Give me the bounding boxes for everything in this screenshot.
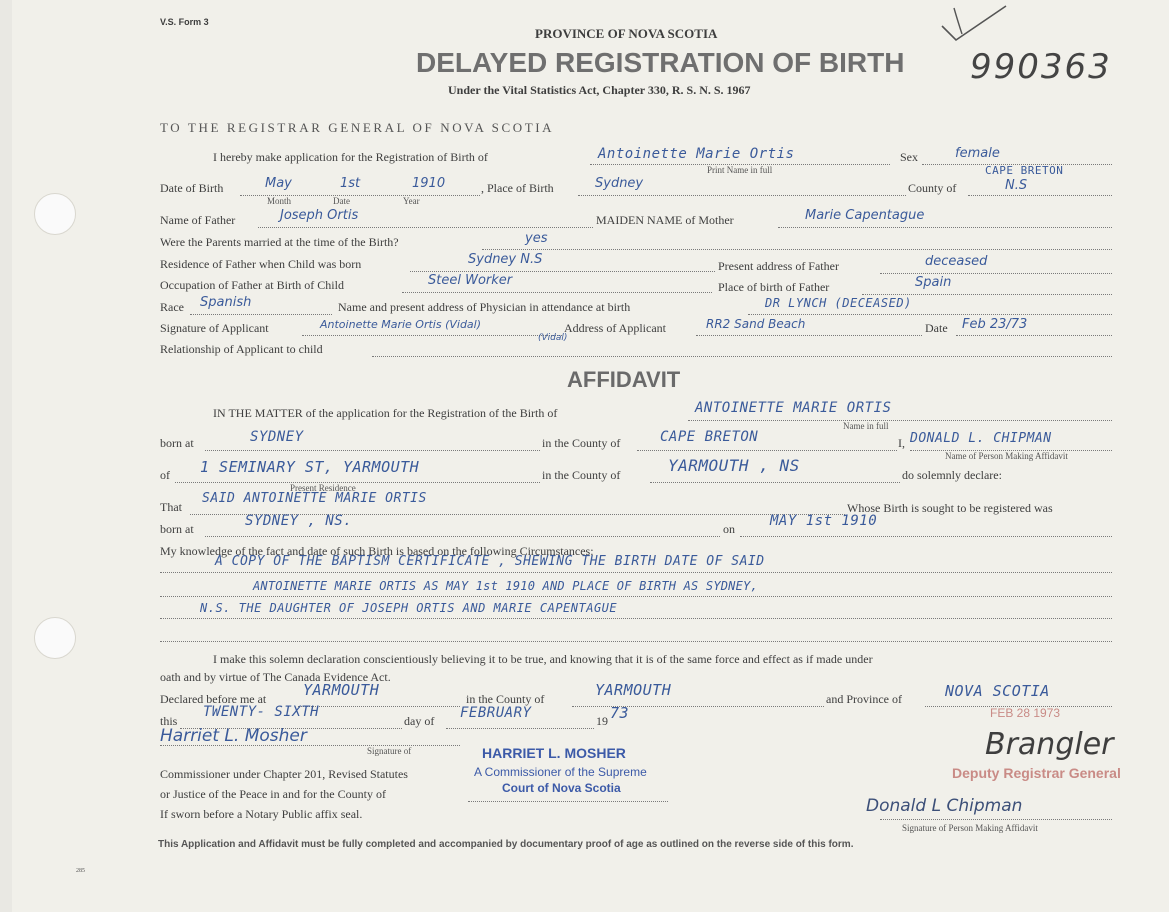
- county-cape-breton: CAPE BRETON: [985, 164, 1064, 177]
- rule: [160, 572, 1112, 573]
- rule: [956, 335, 1112, 336]
- label-present-address-father: Present address of Father: [718, 259, 839, 273]
- received-date-stamp: FEB 28 1973: [990, 706, 1061, 720]
- commissioner-stamp-line-2: A Commissioner of the Supreme: [474, 765, 647, 779]
- label-date-application: Date: [925, 321, 948, 335]
- rule: [778, 227, 1112, 228]
- rule: [468, 801, 668, 802]
- label-pob-father: Place of birth of Father: [718, 280, 830, 294]
- commissioner-stamp-name: HARRIET L. MOSHER: [482, 745, 626, 761]
- circumstance-line-1: A COPY OF THE BAPTISM CERTIFICATE , SHEWING THE BIRTH DATE OF SAID: [215, 554, 765, 569]
- rule: [160, 596, 1112, 597]
- declared-county: YARMOUTH: [595, 681, 672, 699]
- label-solemnly-declare: do solemnly declare:: [902, 468, 1002, 482]
- punch-hole-bottom: [34, 617, 76, 659]
- bottom-note: This Application and Affidavit must be fully completed and accompanied by documentary proof of age as outlined on the reverse side of this form.: [158, 839, 854, 850]
- dob-date: 1st: [340, 176, 361, 191]
- rule: [968, 195, 1112, 196]
- form-title: DELAYED REGISTRATION OF BIRTH: [416, 47, 905, 78]
- residence-value: Sydney N.S: [468, 252, 543, 267]
- label-affiant-name: Name of Person Making Affidavit: [945, 451, 1068, 461]
- rule: [410, 271, 715, 272]
- label-affiant-signature: Signature of Person Making Affidavit: [902, 823, 1038, 833]
- affiant-signature: Donald L Chipman: [866, 796, 1023, 816]
- label-whose-birth: Whose Birth is sought to be registered was: [847, 501, 1053, 515]
- dob-month: May: [265, 176, 292, 191]
- place-of-birth: Sydney: [595, 176, 644, 191]
- declared-day: TWENTY- SIXTH: [203, 704, 320, 720]
- solemn-declaration-line-2: oath and by virtue of The Canada Evidence Act.: [160, 670, 391, 684]
- label-day-of: day of: [404, 714, 435, 728]
- rule: [160, 618, 1112, 619]
- label-province-of: and Province of: [826, 692, 902, 706]
- circumstance-line-2: ANTOINETTE MARIE ORTIS AS MAY 1st 1910 AND PLACE OF BIRTH AS SYDNEY,: [253, 579, 758, 593]
- present-address-father: deceased: [925, 254, 988, 269]
- registration-number: 990363: [970, 47, 1112, 87]
- label-this: this: [160, 714, 178, 728]
- rule: [880, 819, 1112, 820]
- rule: [482, 249, 1112, 250]
- application-date: Feb 23/73: [962, 317, 1028, 332]
- declared-year: 73: [610, 704, 630, 722]
- label-signature-applicant: Signature of Applicant: [160, 321, 269, 335]
- rule: [880, 273, 1112, 274]
- rule: [205, 536, 720, 537]
- rule: [302, 335, 562, 336]
- punch-hole-top: [34, 193, 76, 235]
- rule: [688, 420, 1112, 421]
- label-place-of-birth: , Place of Birth: [481, 181, 554, 195]
- dob-year: 1910: [412, 176, 446, 191]
- label-residence: Residence of Father when Child was born: [160, 257, 362, 271]
- that-name: SAID ANTOINETTE MARIE ORTIS: [202, 491, 427, 506]
- rule: [298, 706, 460, 707]
- label-occupation: Occupation of Father at Birth of Child: [160, 278, 344, 292]
- commissioner-stamp-line-3: Court of Nova Scotia: [502, 781, 621, 795]
- form-subtitle: Under the Vital Statistics Act, Chapter 330, R. S. N. S. 1967: [448, 83, 751, 97]
- rule: [372, 356, 1112, 357]
- race-value: Spanish: [200, 295, 252, 310]
- affiant-name: DONALD L. CHIPMAN: [910, 431, 1052, 446]
- rule: [740, 536, 1112, 537]
- label-in-the-matter: IN THE MATTER of the application for the Registration of the Birth of: [213, 406, 558, 420]
- rule: [175, 482, 540, 483]
- affidavit-county: CAPE BRETON: [660, 429, 759, 445]
- rule: [696, 335, 922, 336]
- sex-value: female: [955, 146, 1000, 161]
- affidavit-born-at: SYDNEY: [250, 429, 304, 445]
- applicant-signature: Antoinette Marie Ortis (Vidal): [320, 318, 482, 331]
- rule: [402, 292, 712, 293]
- label-name-in-full: Name in full: [843, 421, 889, 431]
- label-physician: Name and present address of Physician in attendance at birth: [338, 300, 631, 314]
- affidavit-child-name: ANTOINETTE MARIE ORTIS: [695, 400, 892, 416]
- rule: [160, 641, 1112, 642]
- affiant-county: YARMOUTH , NS: [668, 456, 800, 475]
- label-in-county-1: in the County of: [542, 436, 621, 450]
- pob-father: Spain: [915, 275, 952, 290]
- affidavit-born-on: MAY 1st 1910: [770, 513, 878, 529]
- commissioner-signature: Harriet L. Mosher: [160, 726, 307, 746]
- label-address-applicant: Address of Applicant: [564, 321, 666, 335]
- label-in-county-3: in the County of: [466, 692, 545, 706]
- occupation-value: Steel Worker: [428, 273, 513, 288]
- corner-code: 285: [76, 868, 85, 874]
- label-i: I,: [898, 436, 905, 450]
- label-year: Year: [403, 196, 420, 206]
- applicant-address: RR2 Sand Beach: [706, 317, 806, 331]
- solemn-declaration-line-1: I make this solemn declaration conscientiously believing it to be true, and knowing that it is of the same force and effect as if made under: [213, 652, 873, 666]
- father-name: Joseph Ortis: [280, 208, 359, 223]
- label-that: That: [160, 500, 182, 514]
- label-dob: Date of Birth: [160, 181, 224, 195]
- label-knowledge: My knowledge of the fact and date of such Birth is based on the following Circumstances:: [160, 544, 594, 558]
- declared-province: NOVA SCOTIA: [945, 682, 1050, 700]
- label-of: of: [160, 468, 170, 482]
- label-month: Month: [267, 196, 292, 206]
- label-mother: MAIDEN NAME of Mother: [596, 213, 734, 227]
- rule: [258, 227, 593, 228]
- label-apply: I hereby make application for the Registration of Birth of: [213, 150, 488, 164]
- rule: [205, 450, 540, 451]
- rule: [446, 728, 594, 729]
- to-registrar-line: TO THE REGISTRAR GENERAL OF NOVA SCOTIA: [160, 120, 555, 135]
- child-name: Antoinette Marie Ortis: [598, 146, 795, 162]
- label-justice: or Justice of the Peace in and for the County of: [160, 787, 386, 801]
- mother-maiden-name: Marie Capentague: [805, 208, 925, 223]
- label-declared-before: Declared before me at: [160, 692, 267, 706]
- label-in-county-2: in the County of: [542, 468, 621, 482]
- label-date: Date: [333, 196, 350, 206]
- label-commissioner: Commissioner under Chapter 201, Revised Statutes: [160, 767, 408, 781]
- label-notary: If sworn before a Notary Public affix seal.: [160, 807, 363, 821]
- physician-value: DR LYNCH (DECEASED): [765, 296, 912, 310]
- county-value: N.S: [1005, 178, 1028, 193]
- label-born-at: born at: [160, 436, 194, 450]
- declared-month: FEBRUARY: [460, 705, 532, 721]
- applicant-signature-extra: (Vidal): [538, 333, 568, 343]
- label-signature-of: Signature of: [367, 746, 412, 756]
- label-on: on: [723, 522, 735, 536]
- rule: [578, 195, 906, 196]
- label-county-of: County of: [908, 181, 957, 195]
- form-number: V.S. Form 3: [160, 17, 209, 27]
- label-sex: Sex: [900, 150, 918, 164]
- affidavit-heading: AFFIDAVIT: [567, 367, 681, 392]
- check-mark-icon: [940, 4, 1010, 44]
- label-father: Name of Father: [160, 213, 236, 227]
- declared-at: YARMOUTH: [303, 681, 380, 699]
- affiant-residence: 1 SEMINARY ST, YARMOUTH: [200, 458, 420, 476]
- deputy-signature: Brangler: [985, 727, 1114, 762]
- rule: [748, 314, 1112, 315]
- label-married: Were the Parents married at the time of the Birth?: [160, 235, 399, 249]
- married-value: yes: [525, 231, 548, 246]
- circumstance-line-3: N.S. THE DAUGHTER OF JOSEPH ORTIS AND MARIE CAPENTAGUE: [200, 601, 618, 615]
- label-born-at-2: born at: [160, 522, 194, 536]
- province-heading: PROVINCE OF NOVA SCOTIA: [535, 26, 718, 41]
- rule: [637, 450, 897, 451]
- label-race: Race: [160, 300, 184, 314]
- rule: [650, 482, 900, 483]
- label-year-prefix: 19: [596, 714, 608, 728]
- deputy-registrar-title: Deputy Registrar General: [952, 765, 1121, 781]
- label-present-residence: Present Residence: [290, 483, 356, 493]
- label-relationship: Relationship of Applicant to child: [160, 342, 323, 356]
- rule: [160, 745, 460, 746]
- rule: [190, 314, 332, 315]
- affidavit-born-at-2: SYDNEY , NS.: [245, 513, 353, 529]
- label-print-name: Print Name in full: [707, 165, 773, 175]
